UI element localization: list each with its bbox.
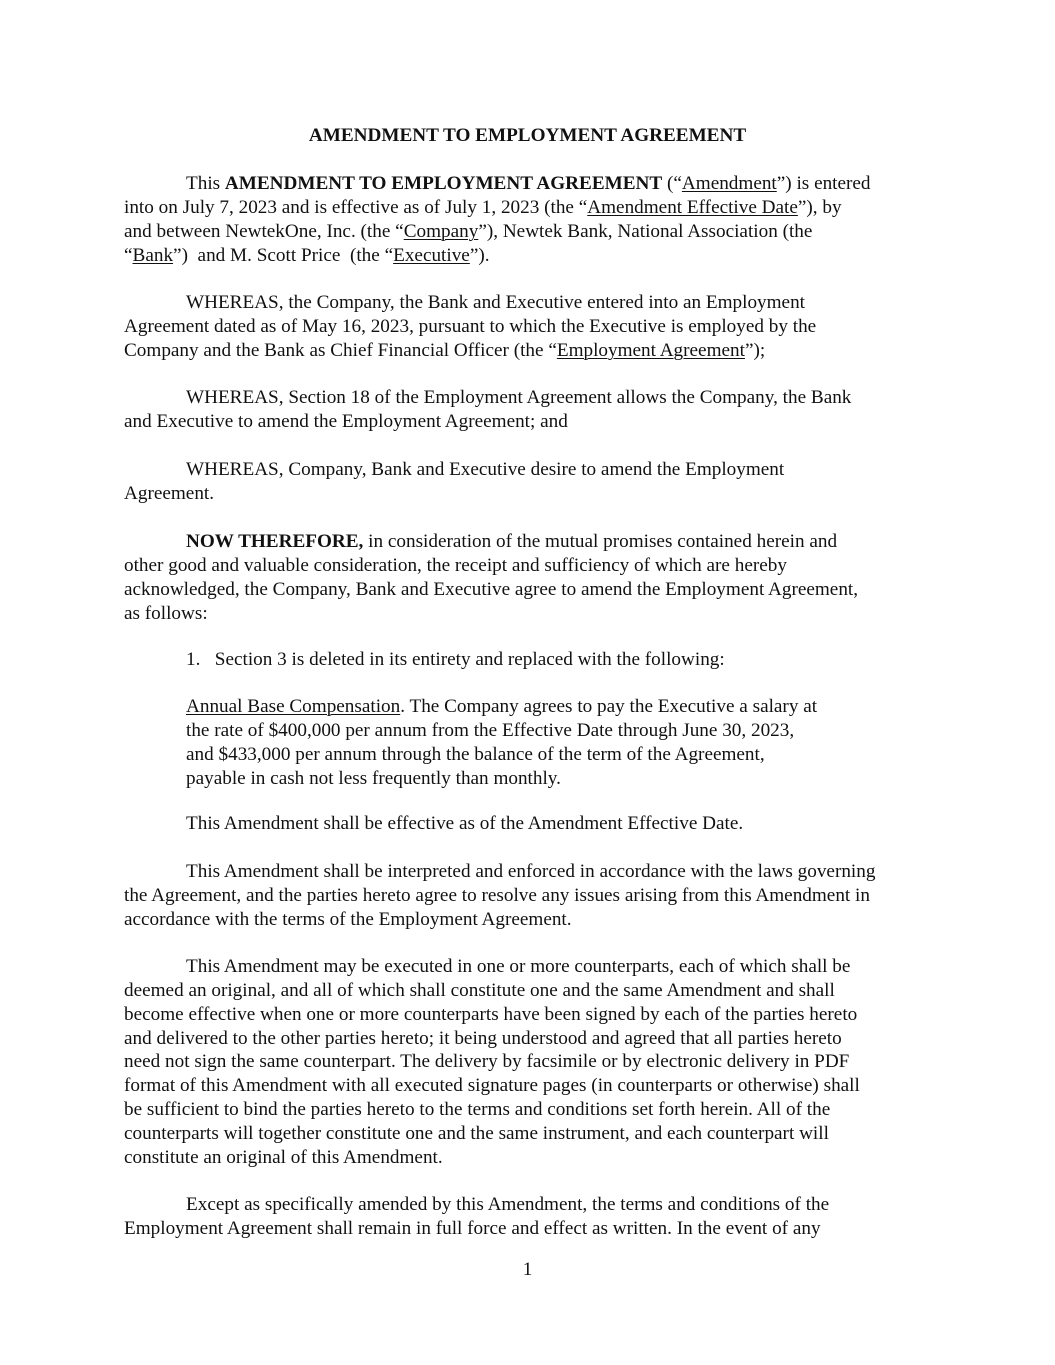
text-line [124, 860, 875, 884]
paragraph-intro [124, 172, 871, 267]
paragraph-whereas-3 [124, 458, 784, 506]
text-run: WHEREAS, Section 18 of the Employment Agreement allows the Company, the Bank [186, 387, 852, 408]
text-run: as follows: [124, 602, 208, 624]
text-run: ”) is entered [776, 173, 871, 194]
text-line [124, 315, 816, 339]
defined-term: Amendment [681, 173, 777, 194]
text-run: This [186, 173, 225, 194]
text-line [124, 530, 858, 554]
text-line [124, 386, 851, 410]
paragraph-now-therefore [124, 530, 858, 625]
text-line [124, 1027, 860, 1051]
defined-term: Executive [393, 244, 470, 266]
text-line [124, 244, 871, 268]
text-run: other good and valuable consideration, the receipt and sufficiency of which are hereby [124, 554, 787, 576]
text-run: the rate of $400,000 per annum from the Effective Date through June 30, 2023, [186, 719, 795, 741]
text-line [124, 1146, 860, 1170]
text-run: be sufficient to bind the parties hereto to the terms and conditions set forth herein. All of the [124, 1099, 831, 1121]
text-run: Company and the Bank as Chief Financial Officer (the “ [124, 339, 557, 361]
text-run: . The Company agrees to pay the Executive a salary at [400, 696, 818, 717]
text-line [124, 220, 871, 244]
text-line [124, 554, 858, 578]
text-line [124, 172, 871, 196]
text-run: “ [124, 244, 133, 266]
text-run: This Amendment shall be interpreted and enforced in accordance with the laws governing [186, 861, 876, 882]
defined-term: Company [403, 220, 479, 242]
text-run: This Amendment shall be effective as of the Amendment Effective Date. [186, 813, 744, 834]
text-line [124, 196, 871, 220]
defined-term: Annual Base Compensation [186, 696, 401, 717]
text-run: in consideration of the mutual promises contained herein and [363, 531, 838, 552]
text-run: ”), Newtek Bank, National Association (the [478, 220, 813, 242]
text-line [124, 767, 817, 791]
paragraph-effective [124, 812, 743, 836]
text-line [124, 1050, 860, 1074]
defined-term: Bank [132, 244, 174, 266]
text-run: ”), by [797, 196, 842, 218]
page-number: 1 [522, 1259, 533, 1280]
text-run: Agreement dated as of May 16, 2023, pursuant to which the Executive is employed by the [124, 315, 817, 337]
text-line [124, 1098, 860, 1122]
defined-term: Amendment Effective Date [587, 196, 798, 218]
text-run: ”). [469, 244, 490, 266]
text-run: Agreement. [124, 482, 215, 504]
text-run: accordance with the terms of the Employment Agreement. [124, 908, 572, 930]
text-line [124, 812, 743, 836]
text-line [124, 908, 875, 932]
text-run: payable in cash not less frequently than monthly. [186, 767, 561, 789]
text-run: become effective when one or more counterparts have been signed by each of the parties hereto [124, 1003, 858, 1025]
text-line [124, 602, 858, 626]
text-line [124, 410, 851, 434]
text-run: Employment Agreement shall remain in full force and effect as written. In the event of any [124, 1217, 821, 1239]
bold-text: NOW THEREFORE, [186, 531, 364, 552]
text-run: and Executive to amend the Employment Agreement; and [124, 410, 568, 432]
text-line [124, 291, 816, 315]
paragraph-governing-law [124, 860, 875, 932]
text-line [124, 743, 817, 767]
text-run: ”) and M. Scott Price (the “ [173, 244, 394, 266]
text-run: deemed an original, and all of which shall constitute one and the same Amendment and shall [124, 979, 835, 1001]
text-line [124, 955, 860, 979]
paragraph-annual-base-compensation [124, 695, 817, 790]
text-run: format of this Amendment with all executed signature pages (in counterparts or otherwise) shall [124, 1075, 860, 1097]
list-item-1 [124, 648, 725, 672]
text-run: Except as specifically amended by this Amendment, the terms and conditions of the [186, 1194, 830, 1215]
text-run: 1. Section 3 is deleted in its entirety and replaced with the following: [186, 649, 725, 670]
text-run: the Agreement, and the parties hereto agree to resolve any issues arising from this Amendment in [124, 884, 870, 906]
text-line [124, 1193, 829, 1217]
text-line [124, 695, 817, 719]
text-line [124, 1003, 860, 1027]
text-line [124, 1074, 860, 1098]
text-line [124, 578, 858, 602]
text-line [124, 979, 860, 1003]
paragraph-whereas-2 [124, 386, 851, 434]
bold-text: AMENDMENT TO EMPLOYMENT AGREEMENT [224, 173, 663, 194]
text-line [124, 719, 817, 743]
text-run: acknowledged, the Company, Bank and Executive agree to amend the Employment Agreement, [124, 578, 859, 600]
text-run: counterparts will together constitute one and the same instrument, and each counterpart will [124, 1122, 829, 1144]
text-line [124, 339, 816, 363]
text-line [124, 1122, 860, 1146]
text-run: WHEREAS, the Company, the Bank and Executive entered into an Employment [186, 292, 806, 313]
text-run: need not sign the same counterpart. The delivery by facsimile or by electronic delivery in PDF [124, 1051, 850, 1073]
text-run: ”); [744, 339, 766, 361]
text-run: and delivered to the other parties hereto; it being understood and agreed that all parties hereto [124, 1027, 842, 1049]
text-run: into on July 7, 2023 and is effective as of July 1, 2023 (the “ [124, 196, 588, 218]
paragraph-whereas-1 [124, 291, 816, 363]
text-line [124, 482, 784, 506]
defined-term: Employment Agreement [556, 339, 745, 361]
document-title: AMENDMENT TO EMPLOYMENT AGREEMENT [308, 125, 747, 146]
text-run: WHEREAS, Company, Bank and Executive desire to amend the Employment [186, 459, 785, 480]
text-line [124, 648, 725, 672]
paragraph-except [124, 1193, 829, 1241]
text-run: constitute an original of this Amendment. [124, 1146, 443, 1168]
text-run: (“ [662, 173, 682, 194]
text-line [124, 458, 784, 482]
paragraph-counterparts [124, 955, 860, 1170]
text-run: This Amendment may be executed in one or more counterparts, each of which shall be [186, 956, 851, 977]
text-run: and $433,000 per annum through the balance of the term of the Agreement, [186, 743, 765, 765]
text-line [124, 1217, 829, 1241]
text-line [124, 884, 875, 908]
text-run: and between NewtekOne, Inc. (the “ [124, 220, 404, 242]
